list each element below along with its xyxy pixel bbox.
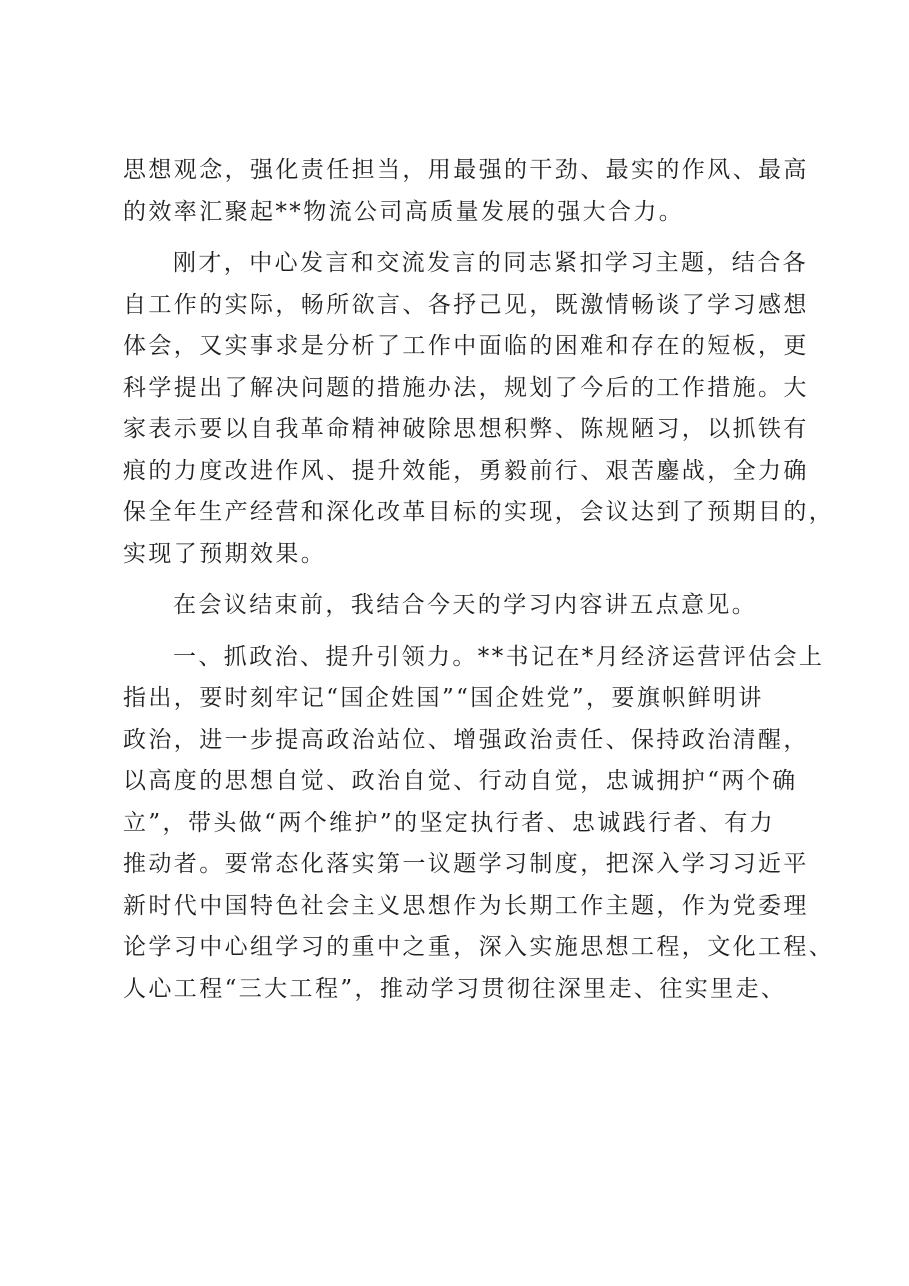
text-line: 推动者。要常态化落实第一议题学习制度，把深入学习习近平 (123, 851, 809, 877)
text-line: 政治，进一步提高政治站位、增强政治责任、保持政治清醒， (123, 726, 809, 753)
document-body (123, 150, 835, 1010)
text-line: 保全年生产经营和深化改革目标的实现，会议达到了预期目的， (123, 499, 835, 525)
text-line: 新时代中国特色社会主义思想作为长期工作主题，作为党委理 (123, 892, 809, 919)
text-line: 刚才，中心发言和交流发言的同志紧扣学习主题，结合各 (173, 250, 808, 276)
paragraph-point-one (123, 637, 835, 1011)
text-line: 一、抓政治、提升引领力。**书记在*月经济运营评估会上 (173, 643, 825, 670)
text-line: 体会，又实事求是分析了工作中面临的困难和存在的短板，更 (123, 333, 809, 359)
paragraph-meeting-summary (123, 243, 835, 575)
text-line: 的效率汇聚起**物流公司高质量发展的强大合力。 (123, 198, 685, 225)
paragraph-continuation (123, 150, 809, 233)
text-line: 科学提出了解决问题的措施办法，规划了今后的工作措施。大 (123, 374, 809, 401)
text-line: 论学习中心组学习的重中之重，深入实施思想工程，文化工程、 (123, 934, 835, 960)
text-line: 在会议结束前，我结合今天的学习内容讲五点意见。 (173, 592, 758, 618)
text-line: 思想观念，强化责任担当，用最强的干劲、最实的作风、最高 (123, 157, 809, 183)
text-line: 实现了预期效果。 (123, 540, 327, 567)
text-line: 立”，带头做“两个维护”的坚定执行者、忠诚践行者、有力 (123, 809, 776, 836)
text-line: 自工作的实际，畅所欲言、各抒己见，既激情畅谈了学习感想 (123, 291, 809, 318)
text-line: 以高度的思想自觉、政治自觉、行动自觉，忠诚拥护“两个确 (123, 768, 798, 794)
paragraph-five-opinions-intro (123, 585, 803, 627)
text-line: 痕的力度改进作风、提升效能，勇毅前行、艰苦鏖战，全力确 (123, 457, 809, 484)
text-line: 人心工程“三大工程”，推动学习贯彻往深里走、往实里走、 (123, 975, 787, 1002)
text-line: 指出，要时刻牢记“国企姓国”“国企姓党”，要旗帜鲜明讲 (123, 685, 764, 711)
text-line: 家表示要以自我革命精神破除思想积弊、陈规陋习，以抓铁有 (123, 416, 809, 442)
